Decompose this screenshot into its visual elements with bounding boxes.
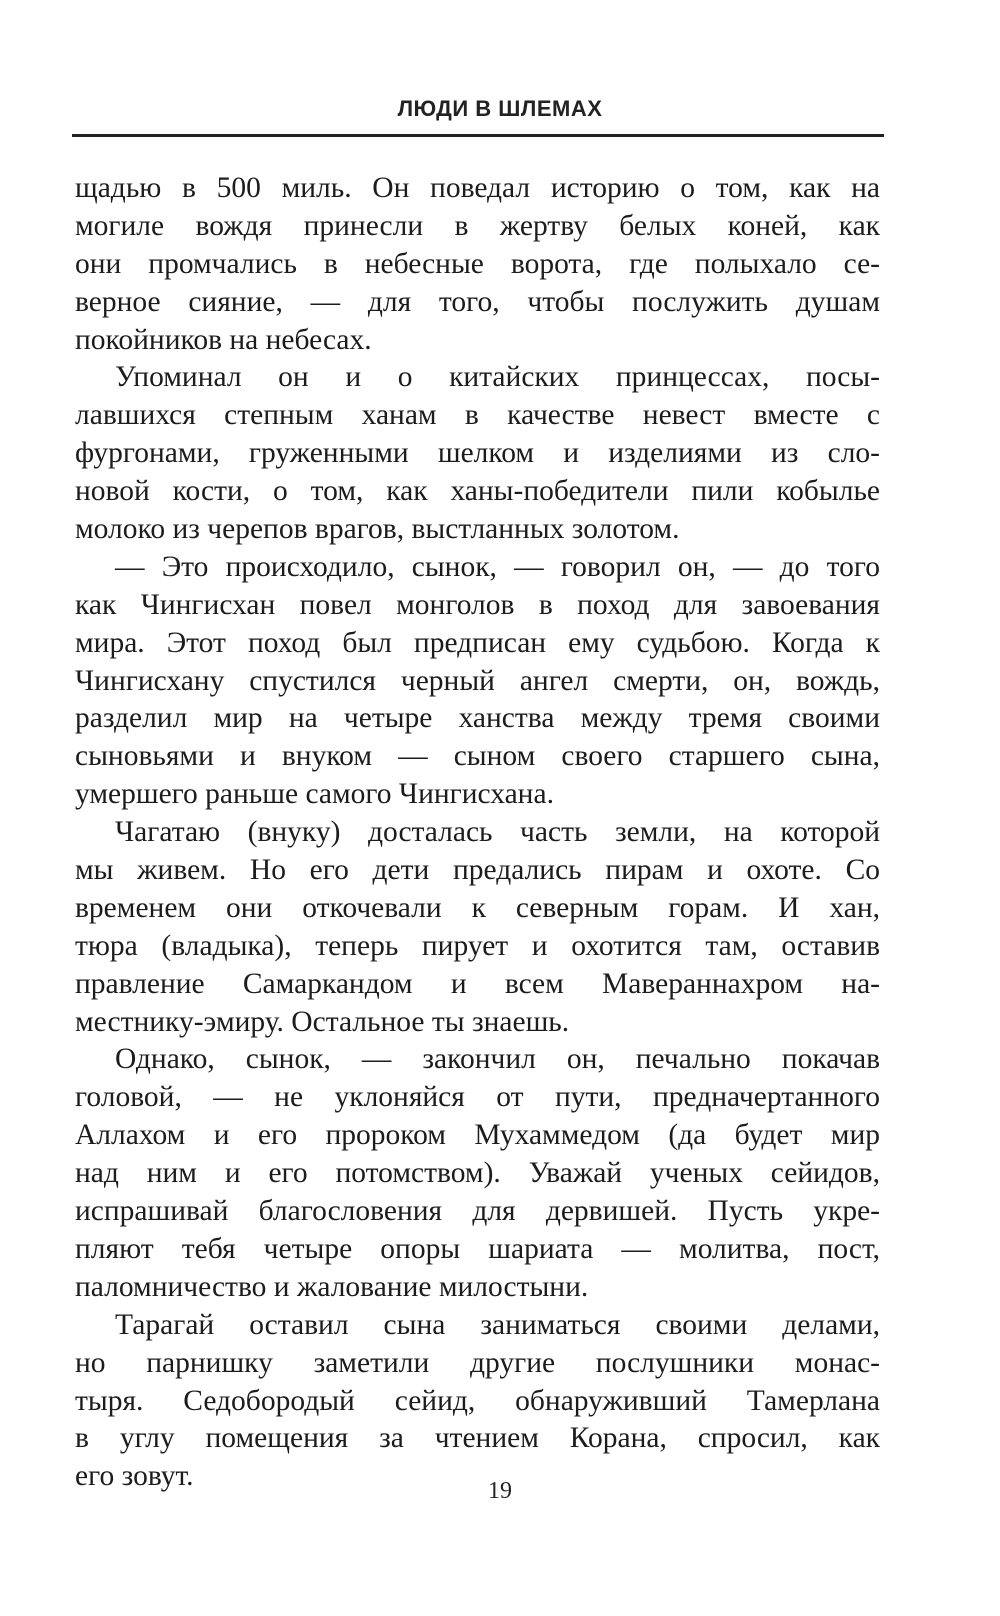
text-line: его зовут.: [75, 1460, 194, 1493]
text-line: местнику-эмиру. Остальное ты знаешь.: [75, 1005, 570, 1038]
text-line: — Это происходило, сынок, — говорил он, — до того: [115, 550, 880, 583]
header-rule: [72, 134, 884, 137]
text-line: Однако, сынок, — закончил он, печально покачав: [115, 1043, 880, 1076]
paragraph: [75, 549, 880, 814]
paragraph: [75, 1307, 880, 1496]
text-line: Чингисхану спустился черный ангел смерти, он, вождь,: [75, 664, 880, 697]
text-line: паломничество и жалование милостыни.: [75, 1270, 589, 1303]
text-line: могиле вождя принесли в жертву белых коней, как: [75, 209, 880, 242]
text-line: правление Самаркандом и всем Мавераннахром на-: [75, 967, 880, 1000]
text-line: тюра (владыка), теперь пирует и охотится там, оставив: [75, 929, 880, 962]
text-line: но парнишку заметили другие послушники монас-: [75, 1346, 880, 1379]
text-line: испрашивай благословения для дервишей. Пусть укре-: [75, 1195, 880, 1228]
text-line: сыновьями и внуком — сыном своего старшего сына,: [75, 740, 880, 773]
running-head: ЛЮДИ В ШЛЕМАХ: [397, 96, 603, 121]
text-line: умершего раньше самого Чингисхана.: [75, 778, 554, 811]
body-text: [75, 170, 880, 1496]
paragraph: [75, 170, 880, 359]
text-line: щадью в 500 миль. Он поведал историю о том, как на: [75, 172, 880, 204]
text-line: Чагатаю (внуку) досталась часть земли, на которой: [115, 816, 880, 849]
text-line: они промчались в небесные ворота, где полыхало се-: [75, 247, 880, 280]
text-line: над ним и его потомством). Уважай ученых сейидов,: [75, 1157, 880, 1190]
text-line: Аллахом и его пророком Мухаммедом (да будет мир: [75, 1119, 880, 1152]
text-line: в углу помещения за чтением Корана, спросил, как: [75, 1422, 880, 1455]
paragraph: [75, 814, 880, 1041]
text-line: лавшихся степным ханам в качестве невест вместе с: [75, 399, 880, 432]
text-line: фургонами, груженными шелком и изделиями из сло-: [75, 437, 880, 470]
text-line: новой кости, о том, как ханы-победители пили кобылье: [75, 475, 880, 508]
text-line: Упоминал он и о китайских принцессах, посы-: [115, 361, 880, 394]
text-line: головой, — не уклоняйся от пути, предначертанного: [75, 1081, 880, 1114]
paragraph: [75, 359, 880, 548]
text-line: пляют тебя четыре опоры шариата — молитва, пост,: [75, 1232, 880, 1265]
paragraph: [75, 1041, 880, 1306]
text-line: мы живем. Но его дети предались пирам и охоте. Со: [75, 854, 880, 887]
text-line: мира. Этот поход был предписан ему судьбою. Когда к: [75, 626, 880, 659]
text-line: временем они откочевали к северным горам. И хан,: [75, 891, 880, 924]
page-number: 19: [488, 1478, 512, 1504]
text-line: молоко из черепов врагов, выстланных золотом.: [75, 513, 680, 546]
text-line: Тарагай оставил сына заниматься своими делами,: [115, 1308, 880, 1341]
text-line: тыря. Седобородый сейид, обнаруживший Тамерлана: [75, 1384, 880, 1417]
text-line: как Чингисхан повел монголов в поход для завоевания: [75, 588, 880, 621]
text-line: покойников на небесах.: [75, 323, 372, 356]
text-line: разделил мир на четыре ханства между тремя своими: [75, 702, 880, 735]
text-line: верное сияние, — для того, чтобы послужить душам: [75, 285, 880, 318]
